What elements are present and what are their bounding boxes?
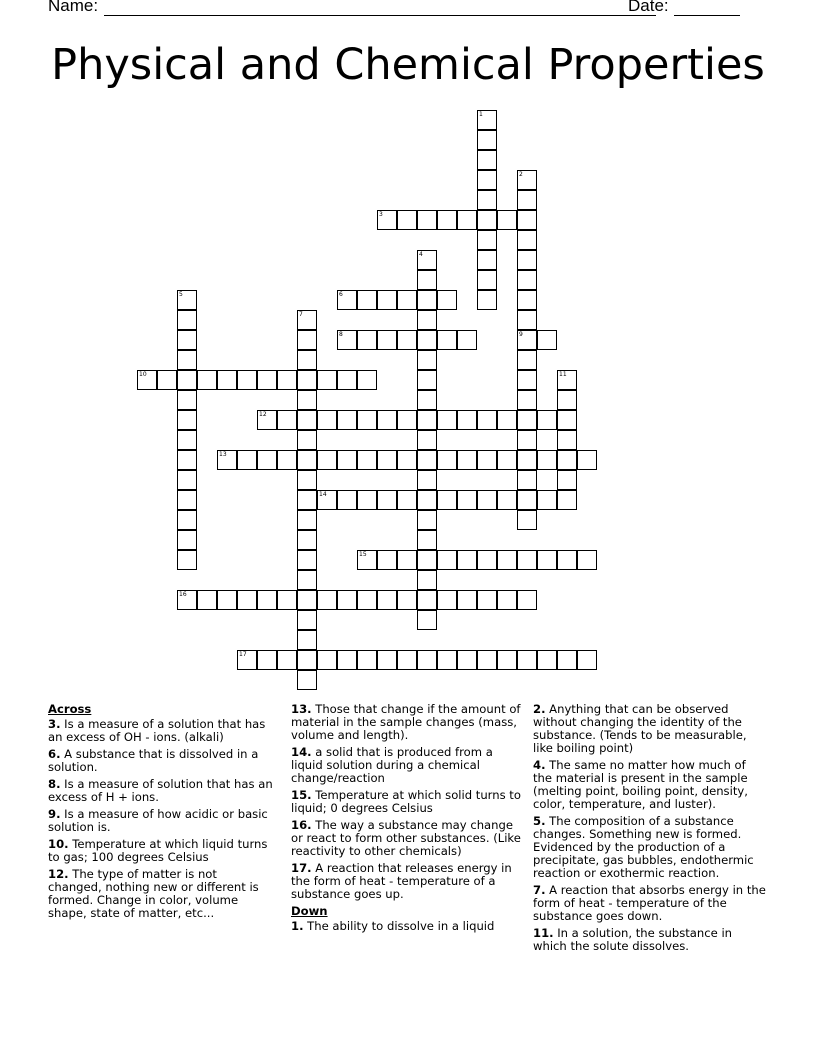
crossword-cell[interactable]: [257, 410, 277, 430]
clue-item: [48, 838, 274, 864]
crossword-cell[interactable]: [297, 410, 317, 430]
crossword-cell[interactable]: [577, 650, 597, 670]
clue-number-label: 2: [519, 171, 523, 178]
crossword-cell[interactable]: [357, 490, 377, 510]
crossword-cell[interactable]: [457, 410, 477, 430]
crossword-cell[interactable]: [377, 650, 397, 670]
crossword-cell[interactable]: [537, 410, 557, 430]
crossword-cell[interactable]: [557, 470, 577, 490]
crossword-cell[interactable]: [217, 370, 237, 390]
crossword-cell[interactable]: [277, 650, 297, 670]
clue-item: [533, 884, 767, 923]
clue-text: Those that change if the amount of material in the sample changes (mass, volume and length).: [291, 702, 521, 742]
crossword-cell[interactable]: [317, 450, 337, 470]
crossword-cell[interactable]: [297, 610, 317, 630]
crossword-cell[interactable]: [517, 250, 537, 270]
clue-item: [48, 718, 274, 744]
crossword-cell[interactable]: [517, 190, 537, 210]
crossword-cell[interactable]: [317, 590, 337, 610]
clue-text: Is a measure of a solution that has an excess of OH - ions. (alkali): [48, 717, 266, 744]
crossword-cell[interactable]: [297, 510, 317, 530]
crossword-cell[interactable]: [397, 330, 417, 350]
crossword-cell[interactable]: [477, 110, 497, 130]
clue-item: [48, 868, 274, 920]
crossword-cell[interactable]: [437, 490, 457, 510]
clue-number-label: 15: [359, 551, 367, 558]
crossword-cell[interactable]: [357, 590, 377, 610]
clues-column-1: [48, 703, 274, 924]
clue-number-label: 16: [179, 591, 187, 598]
clue-text: In a solution, the substance in which the solute dissolves.: [533, 926, 733, 953]
crossword-cell[interactable]: [457, 210, 477, 230]
clues-column-2: [291, 703, 523, 937]
crossword-cell[interactable]: [517, 350, 537, 370]
crossword-cell[interactable]: [297, 490, 317, 510]
crossword-cell[interactable]: [397, 210, 417, 230]
page-title: Physical and Chemical Properties: [51, 40, 765, 90]
clue-item: [291, 819, 523, 858]
crossword-cell[interactable]: [297, 550, 317, 570]
clue-text: The way a substance may change or react to form other substances. (Like reactivity to other chemicals): [291, 818, 521, 858]
crossword-cell[interactable]: [297, 430, 317, 450]
crossword-cell[interactable]: [517, 650, 537, 670]
crossword-cell[interactable]: [517, 170, 537, 190]
crossword-cell[interactable]: [457, 650, 477, 670]
crossword-cell[interactable]: [517, 510, 537, 530]
crossword-cell[interactable]: [237, 450, 257, 470]
crossword-cell[interactable]: [577, 450, 597, 470]
clue-number-label: 3: [379, 211, 383, 218]
crossword-cell[interactable]: [517, 450, 537, 470]
crossword-cell[interactable]: [437, 330, 457, 350]
crossword-cell[interactable]: [297, 530, 317, 550]
crossword-cell[interactable]: [517, 550, 537, 570]
clue-number-label: 14: [319, 491, 327, 498]
crossword-cell[interactable]: [517, 490, 537, 510]
clue-text: Is a measure of how acidic or basic solution is.: [48, 807, 268, 834]
clue-number: 16.: [291, 818, 312, 832]
crossword-cell[interactable]: [557, 450, 577, 470]
clue-number-label: 9: [519, 331, 523, 338]
crossword-cell[interactable]: [337, 410, 357, 430]
crossword-cell[interactable]: [497, 490, 517, 510]
crossword-cell[interactable]: [297, 650, 317, 670]
clue-text: A reaction that releases energy in the form of heat - temperature of a substance goes up.: [291, 861, 512, 901]
down-clue-list: [291, 920, 523, 933]
crossword-cell[interactable]: [557, 410, 577, 430]
crossword-cell[interactable]: [437, 550, 457, 570]
clue-number-label: 1: [479, 111, 483, 118]
crossword-cell[interactable]: [177, 430, 197, 450]
crossword-cell[interactable]: [437, 290, 457, 310]
clue-number-label: 12: [259, 411, 267, 418]
crossword-cell[interactable]: [477, 410, 497, 430]
crossword-cell[interactable]: [177, 390, 197, 410]
crossword-cell[interactable]: [417, 410, 437, 430]
crossword-cell[interactable]: [417, 330, 437, 350]
crossword-cell[interactable]: [177, 450, 197, 470]
crossword-cell[interactable]: [377, 590, 397, 610]
clue-item: [533, 815, 767, 880]
crossword-cell[interactable]: [517, 210, 537, 230]
clue-number-label: 8: [339, 331, 343, 338]
clue-item: [533, 927, 767, 953]
crossword-cell[interactable]: [497, 450, 517, 470]
crossword-cell[interactable]: [437, 650, 457, 670]
clue-item: [291, 789, 523, 815]
clue-number-label: 6: [339, 291, 343, 298]
crossword-cell[interactable]: [377, 450, 397, 470]
crossword-cell[interactable]: [457, 590, 477, 610]
crossword-cell[interactable]: [517, 230, 537, 250]
crossword-cell[interactable]: [517, 310, 537, 330]
crossword-cell[interactable]: [317, 370, 337, 390]
crossword-cell[interactable]: [177, 550, 197, 570]
crossword-cell[interactable]: [297, 630, 317, 650]
crossword-cell[interactable]: [437, 450, 457, 470]
crossword-cell[interactable]: [357, 330, 377, 350]
clue-item: [48, 808, 274, 834]
crossword-cell[interactable]: [177, 310, 197, 330]
crossword-cell[interactable]: [177, 290, 197, 310]
crossword-cell[interactable]: [497, 650, 517, 670]
clue-number: 9.: [48, 807, 61, 821]
clue-number: 10.: [48, 837, 69, 851]
crossword-cell[interactable]: [397, 410, 417, 430]
crossword-cell[interactable]: [177, 530, 197, 550]
crossword-cell[interactable]: [477, 650, 497, 670]
crossword-cell[interactable]: [417, 250, 437, 270]
down-clue-list-continued: [533, 703, 767, 953]
crossword-cell[interactable]: [477, 590, 497, 610]
crossword-cell[interactable]: [357, 450, 377, 470]
crossword-cell[interactable]: [177, 370, 197, 390]
crossword-cell[interactable]: [517, 390, 537, 410]
clue-text: a solid that is produced from a liquid solution during a chemical change/reaction: [291, 745, 493, 785]
clue-text: A substance that is dissolved in a solution.: [48, 747, 259, 774]
clue-text: Temperature at which solid turns to liquid; 0 degrees Celsius: [291, 788, 521, 815]
crossword-cell[interactable]: [297, 310, 317, 330]
date-label: Date:: [628, 0, 669, 15]
clues-column-3: [533, 703, 767, 957]
clue-text: The composition of a substance changes. Something new is formed. Evidenced by the production of a precipitate, gas bubbles, endothermic reaction or exothermic reaction.: [533, 814, 754, 880]
clue-number: 12.: [48, 867, 69, 881]
clue-text: Temperature at which liquid turns to gas; 100 degrees Celsius: [48, 837, 268, 864]
crossword-cell[interactable]: [357, 550, 377, 570]
crossword-cell[interactable]: [477, 190, 497, 210]
clue-item: [291, 746, 523, 785]
crossword-cell[interactable]: [477, 290, 497, 310]
crossword-cell[interactable]: [417, 610, 437, 630]
crossword-cell[interactable]: [457, 330, 477, 350]
crossword-cell[interactable]: [557, 370, 577, 390]
clue-number: 8.: [48, 777, 61, 791]
crossword-cell[interactable]: [377, 290, 397, 310]
crossword-cell[interactable]: [477, 130, 497, 150]
clue-number-label: 4: [419, 251, 423, 258]
crossword-cell[interactable]: [337, 370, 357, 390]
crossword-cell[interactable]: [457, 450, 477, 470]
crossword-cell[interactable]: [417, 590, 437, 610]
crossword-cell[interactable]: [357, 290, 377, 310]
crossword-cell[interactable]: [297, 590, 317, 610]
crossword-cell[interactable]: [177, 510, 197, 530]
crossword-cell[interactable]: [417, 270, 437, 290]
crossword-cell[interactable]: [337, 330, 357, 350]
crossword-cell[interactable]: [457, 490, 477, 510]
clue-text: The same no matter how much of the material is present in the sample (melting point, boiling point, density, color, temperature, and luster).: [533, 758, 748, 811]
crossword-cell[interactable]: [377, 410, 397, 430]
clue-number-label: 17: [239, 651, 247, 658]
clue-text: The type of matter is not changed, nothing new or different is formed. Change in color, volume shape, state of matter, etc...: [48, 867, 259, 920]
clue-text: Anything that can be observed without changing the identity of the substance. (Tends to be measurable, like boiling point): [533, 702, 747, 755]
clue-number-label: 10: [139, 371, 147, 378]
crossword-cell[interactable]: [177, 350, 197, 370]
clue-item: [291, 703, 523, 742]
clue-number: 13.: [291, 702, 312, 716]
crossword-cell[interactable]: [417, 450, 437, 470]
crossword-cell[interactable]: [337, 490, 357, 510]
crossword-cell[interactable]: [217, 590, 237, 610]
clue-item: [291, 920, 523, 933]
crossword-cell[interactable]: [477, 550, 497, 570]
crossword-cell[interactable]: [557, 390, 577, 410]
crossword-cell[interactable]: [437, 590, 457, 610]
clue-number: 7.: [533, 883, 546, 897]
crossword-cell[interactable]: [397, 590, 417, 610]
crossword-cell[interactable]: [177, 590, 197, 610]
crossword-cell[interactable]: [257, 590, 277, 610]
crossword-cell[interactable]: [377, 550, 397, 570]
crossword-cell[interactable]: [477, 270, 497, 290]
crossword-cell[interactable]: [177, 490, 197, 510]
clue-number: 11.: [533, 926, 554, 940]
crossword-cell[interactable]: [417, 350, 437, 370]
across-clue-list-continued: [291, 703, 523, 901]
crossword-cell[interactable]: [537, 490, 557, 510]
crossword-cell[interactable]: [237, 370, 257, 390]
crossword-cell[interactable]: [257, 650, 277, 670]
crossword-cell[interactable]: [177, 410, 197, 430]
clue-item: [291, 862, 523, 901]
clue-number: 14.: [291, 745, 312, 759]
clue-item: [533, 703, 767, 755]
crossword-cell[interactable]: [357, 410, 377, 430]
crossword-cell[interactable]: [377, 490, 397, 510]
crossword-cell[interactable]: [377, 330, 397, 350]
crossword-cell[interactable]: [557, 430, 577, 450]
crossword-cell[interactable]: [277, 450, 297, 470]
crossword-cell[interactable]: [517, 430, 537, 450]
crossword-cell[interactable]: [397, 650, 417, 670]
crossword-cell[interactable]: [297, 330, 317, 350]
crossword-cell[interactable]: [257, 450, 277, 470]
crossword-cell[interactable]: [337, 290, 357, 310]
crossword-cell[interactable]: [417, 550, 437, 570]
crossword-cell[interactable]: [517, 410, 537, 430]
clue-number: 3.: [48, 717, 61, 731]
clue-item: [48, 748, 274, 774]
crossword-cell[interactable]: [397, 550, 417, 570]
crossword-cell[interactable]: [297, 390, 317, 410]
crossword-cell[interactable]: [237, 650, 257, 670]
across-clue-list: [48, 718, 274, 920]
clue-number-label: 13: [219, 451, 227, 458]
crossword-cell[interactable]: [177, 330, 197, 350]
crossword-cell[interactable]: [557, 490, 577, 510]
crossword-cell[interactable]: [397, 490, 417, 510]
crossword-cell[interactable]: [537, 330, 557, 350]
crossword-cell[interactable]: [417, 370, 437, 390]
crossword-cell[interactable]: [177, 470, 197, 490]
clue-text: Is a measure of solution that has an excess of H + ions.: [48, 777, 273, 804]
crossword-cell[interactable]: [477, 490, 497, 510]
clue-text: A reaction that absorbs energy in the form of heat - temperature of the substance goes down.: [533, 883, 766, 923]
clue-number-label: 7: [299, 311, 303, 318]
crossword-cell[interactable]: [397, 290, 417, 310]
crossword-cell[interactable]: [437, 410, 457, 430]
clue-number-label: 5: [179, 291, 183, 298]
crossword-cell[interactable]: [417, 490, 437, 510]
crossword-cell[interactable]: [417, 210, 437, 230]
crossword-cell[interactable]: [317, 650, 337, 670]
crossword-cell[interactable]: [417, 430, 437, 450]
crossword-cell[interactable]: [537, 550, 557, 570]
name-label: Name:: [48, 0, 99, 15]
crossword-cell[interactable]: [517, 370, 537, 390]
crossword-cell[interactable]: [477, 170, 497, 190]
clue-number-label: 11: [559, 371, 567, 378]
crossword-cell[interactable]: [417, 470, 437, 490]
clue-number: 5.: [533, 814, 546, 828]
clue-text: The ability to dissolve in a liquid: [307, 919, 495, 933]
crossword-cell[interactable]: [157, 370, 177, 390]
crossword-cell[interactable]: [417, 290, 437, 310]
clue-number: 6.: [48, 747, 61, 761]
crossword-cell[interactable]: [437, 210, 457, 230]
crossword-cell[interactable]: [357, 650, 377, 670]
crossword-cell[interactable]: [417, 510, 437, 530]
crossword-cell[interactable]: [237, 590, 257, 610]
crossword-cell[interactable]: [297, 450, 317, 470]
crossword-cell[interactable]: [557, 550, 577, 570]
crossword-cell[interactable]: [357, 370, 377, 390]
crossword-cell[interactable]: [297, 570, 317, 590]
crossword-cell[interactable]: [517, 470, 537, 490]
crossword-cell[interactable]: [297, 370, 317, 390]
crossword-cell[interactable]: [557, 650, 577, 670]
crossword-cell[interactable]: [477, 230, 497, 250]
crossword-cell[interactable]: [577, 550, 597, 570]
crossword-cell[interactable]: [417, 310, 437, 330]
crossword-cell[interactable]: [477, 250, 497, 270]
clue-item: [48, 778, 274, 804]
clue-number: 1.: [291, 919, 304, 933]
crossword-cell[interactable]: [477, 150, 497, 170]
crossword-cell[interactable]: [497, 590, 517, 610]
crossword-cell[interactable]: [277, 590, 297, 610]
crossword-cell[interactable]: [457, 550, 477, 570]
crossword-cell[interactable]: [337, 590, 357, 610]
crossword-cell[interactable]: [277, 370, 297, 390]
crossword-cell[interactable]: [477, 450, 497, 470]
crossword-cell[interactable]: [497, 550, 517, 570]
crossword-cell[interactable]: [497, 410, 517, 430]
crossword-cell[interactable]: [537, 650, 557, 670]
clue-item: [533, 759, 767, 811]
crossword-cell[interactable]: [197, 590, 217, 610]
clue-number: 15.: [291, 788, 312, 802]
crossword-cell[interactable]: [497, 210, 517, 230]
crossword-cell[interactable]: [137, 370, 157, 390]
crossword-cell[interactable]: [277, 410, 297, 430]
crossword-cell[interactable]: [317, 410, 337, 430]
crossword-cell[interactable]: [517, 290, 537, 310]
crossword-cell[interactable]: [537, 450, 557, 470]
crossword-cell[interactable]: [417, 570, 437, 590]
clue-number: 17.: [291, 861, 312, 875]
crossword-cell[interactable]: [417, 390, 437, 410]
crossword-cell[interactable]: [417, 530, 437, 550]
across-heading: Across: [48, 702, 92, 716]
down-heading: Down: [291, 904, 328, 918]
crossword-cell[interactable]: [217, 450, 237, 470]
crossword-cell[interactable]: [297, 470, 317, 490]
crossword-cell[interactable]: [297, 350, 317, 370]
crossword-cell[interactable]: [517, 330, 537, 350]
crossword-cell[interactable]: [397, 450, 417, 470]
crossword-cell[interactable]: [337, 650, 357, 670]
crossword-cell[interactable]: [337, 450, 357, 470]
crossword-cell[interactable]: [417, 650, 437, 670]
crossword-cell[interactable]: [257, 370, 277, 390]
crossword-cell[interactable]: [477, 210, 497, 230]
clue-number: 2.: [533, 702, 546, 716]
clue-number: 4.: [533, 758, 546, 772]
crossword-cell[interactable]: [297, 670, 317, 690]
crossword-cell[interactable]: [317, 490, 337, 510]
crossword-cell[interactable]: [377, 210, 397, 230]
crossword-cell[interactable]: [517, 590, 537, 610]
crossword-cell[interactable]: [517, 270, 537, 290]
crossword-cell[interactable]: [197, 370, 217, 390]
